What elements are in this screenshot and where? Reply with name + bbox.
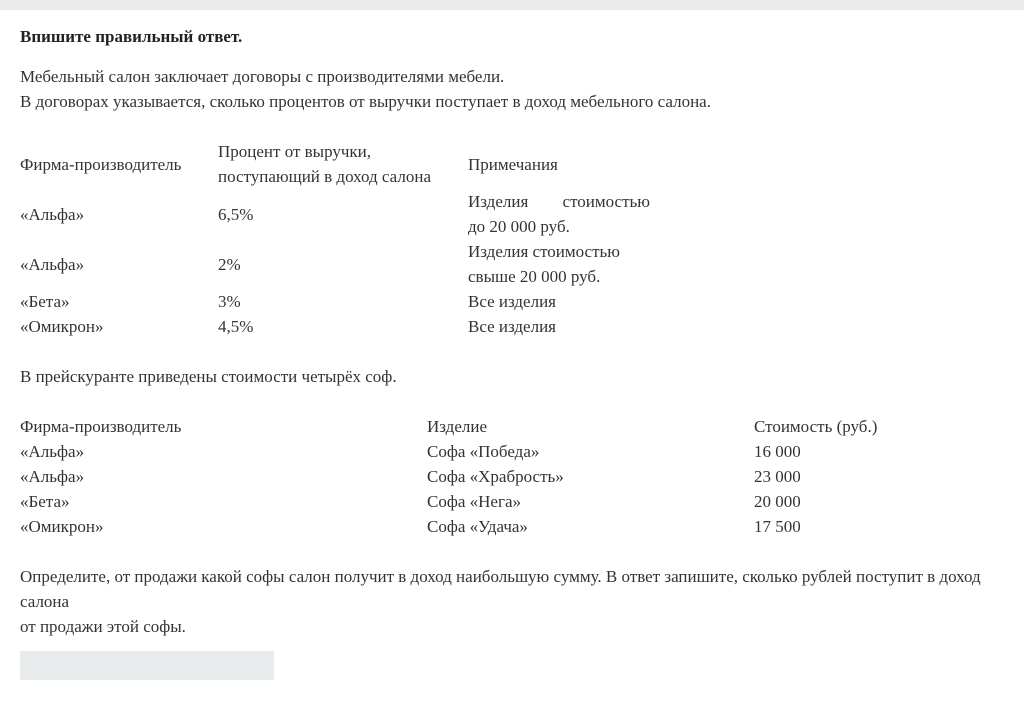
table-row [20,289,658,314]
cell-firm: «Бета» [20,292,70,311]
top-bar [0,0,1024,10]
cell-product: Софа «Удача» [427,517,528,536]
note-line-2: до 20 000 руб. [468,217,570,236]
table-row [20,514,954,539]
table-row [20,489,954,514]
cell-firm: «Альфа» [20,442,85,461]
task-content [20,24,1010,680]
contracts-table [20,139,658,339]
cell-note [468,189,658,239]
table-row [20,239,658,289]
table-row [20,189,658,239]
header-percent-line-2: поступающий в доход салона [218,167,431,186]
header-firm: Фирма-производитель [20,417,182,436]
cell-price: 20 000 [754,492,801,511]
cell-firm: «Бета» [20,492,70,511]
task-instruction: Впишите правильный ответ. [20,27,243,46]
task-intro [20,64,1010,114]
header-firm: Фирма-производитель [20,154,182,174]
intro-line-1: Мебельный салон заключает договоры с производителями мебели. [20,67,505,86]
note-line-1 [468,189,650,214]
header-price: Стоимость (руб.) [754,417,878,436]
cell-product: Софа «Нега» [427,492,521,511]
cell-product: Софа «Победа» [427,442,540,461]
cell-note: Все изделия [468,292,556,311]
question-line-1: Определите, от продажи какой софы салон получит в доход наибольшую сумму. В ответ запишите, сколько рублей поступит в доход салона [20,567,981,611]
price-table-header [20,414,954,439]
question-text [20,564,1010,639]
answer-input[interactable] [20,651,274,680]
price-table [20,414,954,539]
cell-firm: «Альфа» [20,467,85,486]
header-notes: Примечания [468,154,558,174]
cell-firm: «Альфа» [20,254,85,274]
cell-firm: «Альфа» [20,204,85,224]
cell-price: 23 000 [754,467,801,486]
note-word-2: стоимостью [562,192,650,211]
intro-line-2: В договорах указывается, сколько процентов от выручки поступает в доход мебельного салона. [20,92,711,111]
cell-price: 16 000 [754,442,801,461]
cell-note [468,239,658,289]
note-word-1: Изделия [468,192,529,211]
cell-percent: 2% [218,254,241,274]
header-percent [218,139,468,189]
table-row [20,439,954,464]
price-list-intro: В прейскуранте приведены стоимости четырёх соф. [20,367,397,386]
contracts-table-header [20,139,658,189]
note-line-1: Изделия стоимостью [468,242,620,261]
cell-price: 17 500 [754,517,801,536]
header-percent-line-1: Процент от выручки, [218,142,372,161]
table-row [20,464,954,489]
header-product: Изделие [427,417,488,436]
cell-percent: 6,5% [218,204,254,224]
question-line-2: от продажи этой софы. [20,617,186,636]
cell-percent: 4,5% [218,317,254,336]
cell-product: Софа «Храбрость» [427,467,564,486]
cell-firm: «Омикрон» [20,317,104,336]
cell-percent: 3% [218,292,241,311]
cell-note: Все изделия [468,317,556,336]
cell-firm: «Омикрон» [20,517,104,536]
note-line-2: свыше 20 000 руб. [468,267,601,286]
table-row [20,314,658,339]
